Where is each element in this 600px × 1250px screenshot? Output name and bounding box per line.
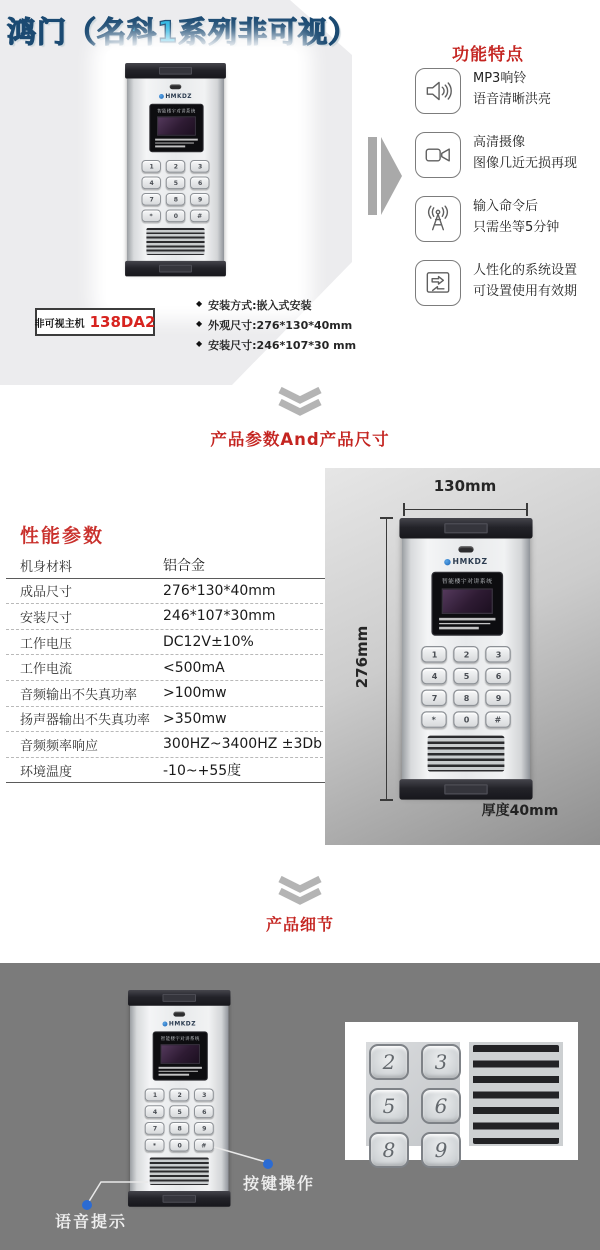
keypad-key: 6 [194, 1105, 214, 1118]
device-keypad [142, 160, 210, 222]
table-row [6, 655, 328, 681]
closeup-key: 2 [369, 1044, 409, 1080]
callout-dot [263, 1159, 273, 1169]
feature-text [473, 261, 577, 303]
keypad-key: 7 [421, 690, 447, 707]
table-row [6, 630, 328, 656]
keypad-key: 3 [190, 160, 209, 173]
brand-logo-icon [159, 94, 164, 99]
keypad-key: 1 [142, 160, 161, 173]
row-value: 276*130*40mm [163, 582, 276, 599]
row-label: 机身材料 [20, 559, 73, 575]
row-label: 工作电压 [20, 636, 73, 652]
keypad-key: 8 [453, 690, 479, 707]
callout-voice-label: 语音提示 [55, 1212, 128, 1231]
keypad-key: # [485, 711, 511, 728]
spec-item [196, 337, 356, 353]
keypad-key: 5 [453, 668, 479, 685]
table-row [6, 732, 328, 758]
section-label-details: 产品细节 [265, 915, 334, 934]
keypad-key: 0 [166, 209, 185, 222]
keypad-key: 6 [190, 176, 209, 189]
keypad-closeup-image [366, 1042, 460, 1162]
feature-line1: 高清摄像 [473, 135, 526, 150]
keypad-key: 2 [169, 1089, 189, 1102]
keypad-key: 4 [142, 176, 161, 189]
depth-dimension-label: 厚度40mm [481, 803, 559, 819]
table-row [6, 553, 328, 579]
cap-segment [159, 265, 191, 273]
keypad-key: 5 [166, 176, 185, 189]
speaker-icon [415, 68, 461, 114]
diamond-bullet-icon: ◆ [196, 319, 203, 328]
intercom-device-photo [127, 63, 224, 276]
cap-segment [159, 67, 191, 75]
cap-segment [445, 523, 488, 533]
closeup-key: 6 [421, 1088, 461, 1124]
page-title: 鸿门（名科1系列非可视） [7, 15, 359, 49]
keypad-key: 0 [453, 711, 479, 728]
spec-item [196, 297, 356, 313]
row-label: 扬声器输出不失真功率 [20, 713, 151, 729]
keypad-key: 5 [169, 1105, 189, 1118]
table-row [6, 604, 328, 630]
display-header-text: 智能楼宇对讲系统 [157, 108, 196, 115]
row-label: 工作电流 [20, 662, 73, 678]
install-spec-list [196, 297, 356, 357]
keypad-key: 3 [194, 1089, 214, 1102]
table-row [6, 579, 328, 605]
display-instructions [439, 618, 495, 629]
keypad-key: * [145, 1139, 165, 1152]
dimension-tick [380, 799, 393, 801]
system-settings-icon [415, 260, 461, 306]
row-label: 音频输出不失真功率 [20, 687, 138, 703]
row-value: 300HZ~3400HZ ±3Db [163, 736, 323, 753]
antenna-icon [415, 196, 461, 242]
closeup-key: 8 [369, 1132, 409, 1168]
width-dimension-line [403, 509, 527, 510]
diamond-bullet-icon: ◆ [196, 339, 203, 348]
brand-logo-icon [444, 559, 450, 565]
width-dimension-label: 130mm [433, 477, 497, 495]
device-display [149, 104, 203, 153]
feature-line2: 图像几近无损再现 [473, 155, 578, 171]
chevron-down-icon [277, 387, 323, 415]
arrow-right-icon [381, 137, 402, 215]
grille-closeup-image [469, 1042, 563, 1146]
lcd-screen [157, 116, 196, 135]
keypad-key: 8 [166, 193, 185, 206]
device-display [431, 572, 503, 636]
closeup-key: 9 [421, 1132, 461, 1168]
lcd-screen [442, 588, 493, 614]
keypad-key: 2 [166, 160, 185, 173]
keypad-key: * [421, 711, 447, 728]
device-keypad [421, 646, 511, 728]
row-label: 音频频率响应 [20, 738, 99, 754]
keypad-key: 9 [485, 690, 511, 707]
keypad-key: 4 [145, 1105, 165, 1118]
chevron-down-icon [277, 876, 323, 904]
display-header-text: 智能楼宇对讲系统 [441, 578, 493, 586]
keypad-key: # [190, 209, 209, 222]
speaker-grille [146, 228, 204, 255]
feature-line2: 只需坐等5分钟 [473, 219, 560, 235]
row-value: 铝合金 [163, 558, 205, 575]
height-dimension-label: 276mm [353, 625, 371, 689]
intercom-device-dimension-view [402, 518, 530, 800]
spec-text: 外观尺寸:276*130*40mm [208, 319, 353, 332]
model-label: 非可视主机 [34, 318, 85, 330]
display-instructions [155, 139, 198, 147]
model-label-box [35, 308, 155, 336]
device-top-cap [125, 63, 226, 79]
keypad-key: 2 [453, 646, 479, 663]
row-value: >100mw [163, 685, 227, 702]
row-value: DC12V±10% [163, 634, 254, 651]
row-value: -10~+55度 [163, 763, 242, 780]
keypad-key: 9 [194, 1122, 214, 1135]
closeup-key: 3 [421, 1044, 461, 1080]
arrow-right-bar [368, 137, 377, 215]
feature-text [473, 69, 551, 111]
keypad-key: 1 [145, 1089, 165, 1102]
brand-logo [127, 93, 224, 100]
keypad-key: 7 [145, 1122, 165, 1135]
model-number: 138DA2 [89, 313, 156, 331]
feature-line2: 语音清晰洪亮 [473, 91, 552, 107]
diamond-bullet-icon: ◆ [196, 299, 203, 308]
feature-line1: 输入命令后 [473, 199, 539, 214]
keypad-key: 7 [142, 193, 161, 206]
brand-text: HMKDZ [165, 93, 192, 100]
keypad-key: 0 [169, 1139, 189, 1152]
row-label: 环境温度 [20, 764, 73, 780]
status-led [458, 546, 473, 552]
keypad-key: 6 [485, 668, 511, 685]
dimension-tick [526, 503, 528, 516]
feature-line2: 可设置使用有效期 [473, 283, 578, 299]
row-value: 246*107*30mm [163, 608, 276, 625]
brand-text: HMKDZ [452, 557, 488, 567]
row-label: 成品尺寸 [20, 585, 73, 601]
table-row [6, 707, 328, 733]
row-value: <500mA [163, 659, 225, 676]
params-table-title: 性能参数 [20, 525, 105, 547]
feature-text [473, 133, 577, 175]
keypad-key: # [194, 1139, 214, 1152]
spec-item [196, 317, 356, 333]
keypad-key: 9 [190, 193, 209, 206]
section-label-params: 产品参数And产品尺寸 [210, 430, 390, 449]
callout-keypad-label: 按键操作 [243, 1174, 316, 1193]
cap-segment [445, 784, 488, 794]
keypad-key: 4 [421, 668, 447, 685]
table-row [6, 758, 328, 784]
closeup-key: 5 [369, 1088, 409, 1124]
brand-text: HMKDZ [168, 1020, 196, 1028]
device-top-cap [399, 518, 532, 538]
keypad-key: 3 [485, 646, 511, 663]
keypad-key: 8 [169, 1122, 189, 1135]
row-value: >350mw [163, 710, 227, 727]
feature-line1: MP3响铃 [473, 71, 527, 86]
status-led [170, 84, 182, 89]
spec-text: 安装尺寸:246*107*30 mm [208, 339, 357, 352]
display-header-text: 智能楼宇对讲系统 [160, 1036, 200, 1042]
params-table [6, 553, 328, 783]
video-camera-icon [415, 132, 461, 178]
features-title: 功能特点 [452, 45, 524, 65]
dimension-tick [403, 503, 405, 516]
feature-text [473, 197, 559, 239]
table-row [6, 681, 328, 707]
height-dimension-line [386, 517, 387, 800]
device-bottom-cap [125, 261, 226, 277]
brand-logo [402, 558, 530, 567]
row-label: 安装尺寸 [20, 610, 73, 626]
device-bottom-cap [399, 779, 532, 799]
dimension-tick [380, 517, 393, 519]
keypad-key: 1 [421, 646, 447, 663]
feature-line1: 人性化的系统设置 [473, 263, 578, 278]
spec-text: 安装方式:嵌入式安装 [208, 299, 312, 312]
keypad-key: * [142, 209, 161, 222]
speaker-grille [428, 736, 505, 772]
